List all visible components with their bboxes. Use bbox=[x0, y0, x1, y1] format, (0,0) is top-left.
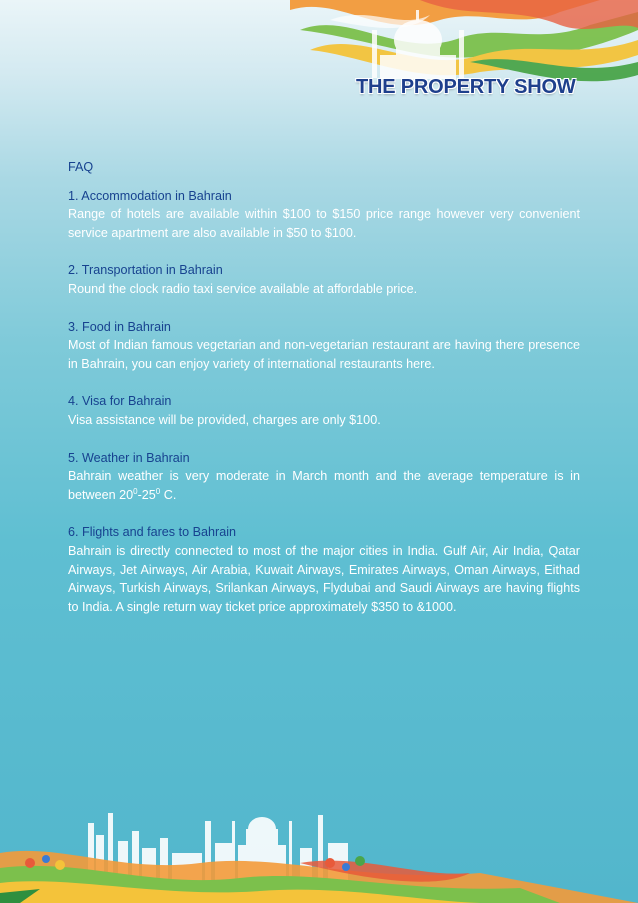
faq-item-flights bbox=[68, 523, 580, 616]
faq-item-title: 2. Transportation in Bahrain bbox=[68, 263, 223, 278]
faq-item-visa bbox=[68, 392, 580, 429]
faq-item-body: Range of hotels are available within $100 to $150 price range however very convenient service apartment are also available in $50 to $100. bbox=[68, 207, 580, 240]
faq-heading: FAQ bbox=[68, 160, 94, 174]
faq-item-weather bbox=[68, 449, 580, 505]
faq-item-title: 1. Accommodation in Bahrain bbox=[68, 188, 232, 203]
faq-item-food bbox=[68, 318, 580, 374]
footer-decoration bbox=[0, 793, 638, 903]
faq-item-title: 6. Flights and fares to Bahrain bbox=[68, 525, 237, 540]
faq-item-title: 4. Visa for Bahrain bbox=[68, 394, 172, 409]
faq-item-accommodation bbox=[68, 187, 580, 243]
faq-item-body: Visa assistance will be provided, charges are only $100. bbox=[68, 412, 381, 427]
faq-item-body: Bahrain weather is very moderate in March month and the average temperature is in between $20^0-25^0$ C. bbox=[68, 469, 580, 502]
faq-item-title: 3. Food in Bahrain bbox=[68, 319, 171, 334]
faq-item-body: Most of Indian famous vegetarian and non-vegetarian restaurant are having there presence in Bahrain, you can enjoy variety of international restaurants here. bbox=[68, 338, 580, 371]
faq-content bbox=[68, 158, 580, 635]
faq-item-body: Bahrain is directly connected to most of the major cities in India. Gulf Air, Air India, Qatar Airways, Jet Airways, Air Arabia, Kuwait Airways, Emirates Airways, Oman Airways, Eithad Airways, Turkish Airways, Srilankan Airways, Flydubai and Saudi Airways are having flights to India. A single return way ticket price approximately $350 to &1000. bbox=[68, 543, 580, 614]
brand-title: THE PROPERTY SHOW bbox=[356, 76, 576, 98]
faq-item-body: Round the clock radio taxi service available at affordable price. bbox=[68, 281, 418, 296]
faq-item-title: 5. Weather in Bahrain bbox=[68, 450, 190, 465]
faq-item-transportation bbox=[68, 261, 580, 298]
